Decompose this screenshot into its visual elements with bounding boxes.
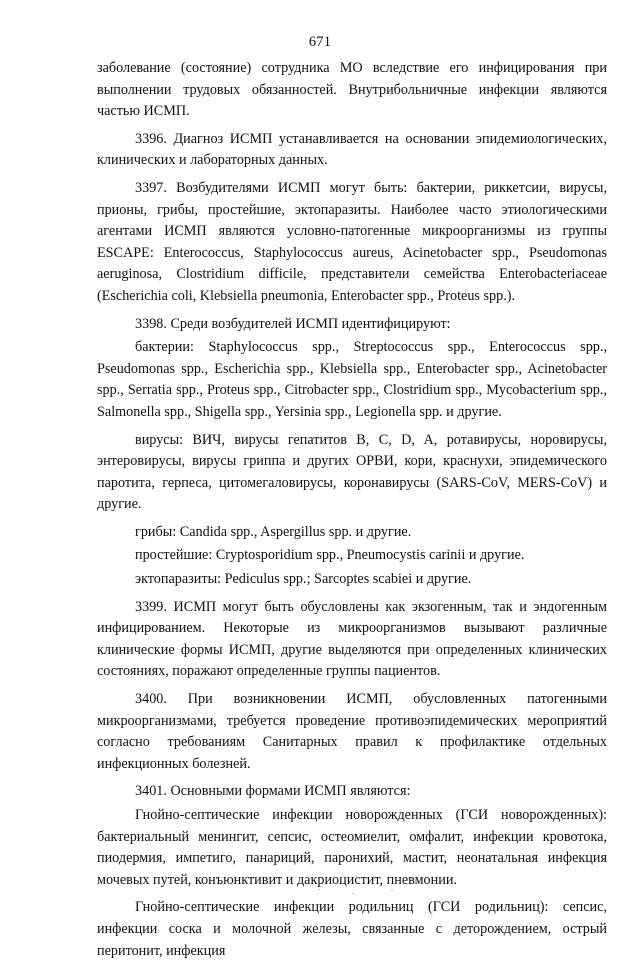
paragraph-3399: 3399. ИСМП могут быть обусловлены как экзогенным, так и эндогенным инфицированием. Некоторые из микроорганизмов вызывают различные клинические формы ИСМП, другие выделяются при определенных клинических состояниях, поражают определенные группы пациентов. <box>97 598 607 680</box>
paragraph-continuation: заболевание (состояние) сотрудника МО вследствие его инфицирования при выполнении трудовых обязанностей. Внутрибольничные инфекции являются частью ИСМП. <box>97 60 607 120</box>
list-item-viruses: вирусы: ВИЧ, вирусы гепатитов B, C, D, A, ротавирусы, норовирусы, энтеровирусы, вирусы гриппа и других ОРВИ, кори, краснухи, эпидемического паротита, герпеса, цитомегаловирусы, коронавирусы (SARS-CoV, MERS-CoV) и другие. <box>97 431 607 513</box>
scan-artifact <box>352 893 354 894</box>
page-number: 671 <box>308 34 332 50</box>
scan-artifact <box>318 889 320 890</box>
document-body <box>97 58 607 962</box>
scan-artifact <box>391 890 393 891</box>
paragraph-3397: 3397. Возбудителями ИСМП могут быть: бактерии, риккетсии, вирусы, прионы, грибы, простейшие, эктопаразиты. Наиболее часто этиологическими агентами ИСМП являются условно-патогенные микроорганизмы из группы ESCAPE: Enterococcus, Staphylococcus aureus, Acinetobacter spp., Pseudomonas aeruginosa, Clostridium difficile, представители семейства Enterobacteriaceae (Escherichia coli, Klebsiella pneumonia, Enterobacter spp., Proteus spp.). <box>97 179 607 304</box>
list-item-ectoparasites: эктопаразиты: Pediculus spp.; Sarcoptes scabiei и другие. <box>135 571 472 588</box>
paragraph-gsi-newborns: Гнойно-септические инфекции новорожденных (ГСИ новорожденных): бактериальный менингит, сепсис, остеомиелит, омфалит, инфекции кровотока, пиодермия, импетиго, панариций, паронихий, мастит, неонатальная инфекция мочевых путей, конъюнктивит и дакриоцистит, пневмонии. <box>97 807 607 888</box>
list-item-bacteria: бактерии: Staphylococcus spp., Streptococcus spp., Enterococcus spp., Pseudomonas spp., Escherichia spp., Klebsiella spp., Enterobacter spp., Acinetobacter spp., Serratia spp., Proteus spp., Citrobacter spp., Clostridium spp., Mycobacterium spp., Salmonella spp., Shigella spp., Yersinia spp., Legionella spp. и другие. <box>97 339 607 420</box>
paragraph-3396: 3396. Диагноз ИСМП устанавливается на основании эпидемиологических, клинических и лабораторных данных. <box>97 130 607 169</box>
paragraph-3401: 3401. Основными формами ИСМП являются: <box>135 783 411 800</box>
list-item-protozoa: простейшие: Cryptosporidium spp., Pneumocystis carinii и другие. <box>135 547 525 564</box>
paragraph-3400: 3400. При возникновении ИСМП, обусловленных патогенными микроорганизмами, требуется проведение противоэпидемических мероприятий согласно требованиям Санитарных правил к профилактике отдельных инфекционных болезней. <box>97 691 607 772</box>
paragraph-gsi-postpartum: Гнойно-септические инфекции родильниц (ГСИ родильниц): сепсис, инфекции соска и молочной железы, связанные с деторождением, острый перитонит, инфекция <box>97 899 607 959</box>
list-item-fungi: грибы: Candida spp., Aspergillus spp. и другие. <box>135 523 412 540</box>
paragraph-3398: 3398. Среди возбудителей ИСМП идентифицируют: <box>135 315 451 332</box>
